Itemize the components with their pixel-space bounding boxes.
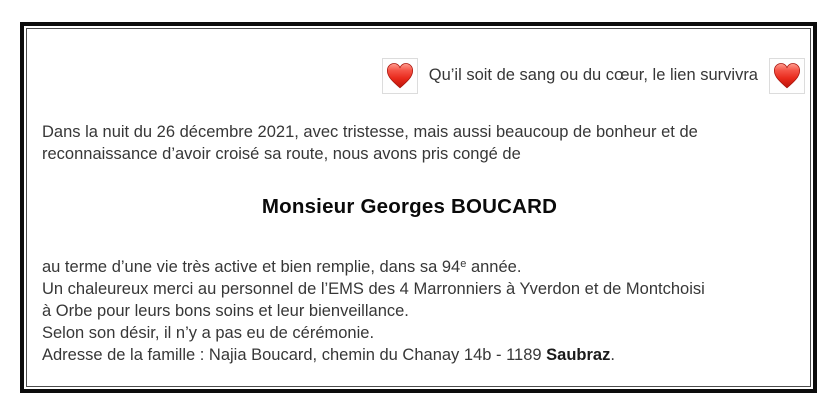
thanks-line-1: Un chaleureux merci au personnel de l’EMS des 4 Marronniers à Yverdon et de Montchoisi <box>42 280 705 298</box>
card-inner-border <box>26 28 811 387</box>
memorial-quote-row <box>382 58 805 94</box>
address-town-bold: Saubraz <box>546 346 611 364</box>
heart-icon-left <box>382 58 418 94</box>
announcement-card <box>20 22 817 393</box>
deceased-name: Monsieur Georges BOUCARD <box>261 195 558 218</box>
ceremony-line: Selon son désir, il n’y a pas eu de cérémonie. <box>42 324 375 342</box>
closing-paragraph <box>42 256 800 366</box>
address-line-end: . <box>610 346 615 364</box>
age-superscript: e <box>460 258 467 270</box>
age-line-text: au terme d’une vie très active et bien remplie, dans sa 94 <box>42 258 461 276</box>
age-line <box>42 256 800 278</box>
opening-line-2: reconnaissance d’avoir croisé sa route, nous avons pris congé de <box>42 145 521 163</box>
opening-line-1: Dans la nuit du 26 décembre 2021, avec tristesse, mais aussi beaucoup de bonheur et de <box>42 123 698 141</box>
opening-paragraph <box>42 121 800 165</box>
age-line-end: année. <box>466 258 522 276</box>
heart-icon-right <box>769 58 805 94</box>
memorial-quote: Qu’il soit de sang ou du cœur, le lien survivra <box>428 65 758 84</box>
address-line <box>42 344 800 366</box>
address-line-text: Adresse de la famille : Najia Boucard, chemin du Chanay 14b - 1189 <box>42 346 547 364</box>
thanks-line-2: à Orbe pour leurs bons soins et leur bienveillance. <box>42 302 409 320</box>
